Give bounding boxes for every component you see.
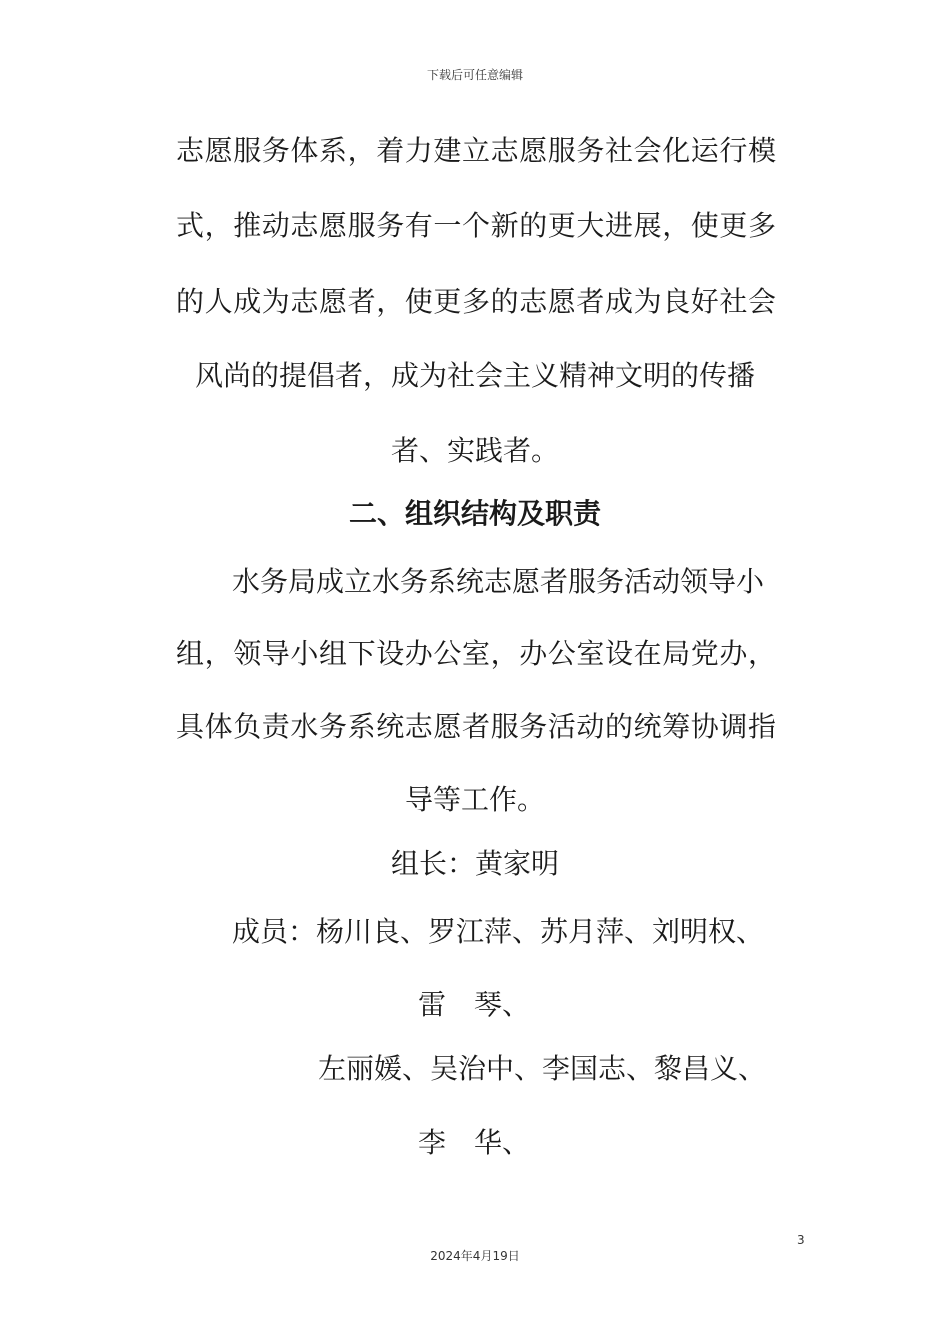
paragraph1-line4: 风尚的提倡者，成为社会主义精神文明的传播 (194, 359, 755, 392)
paragraph1-line3: 的人成为志愿者，使更多的志愿者成为良好社会 (176, 285, 776, 318)
paragraph2-line3: 具体负责水务系统志愿者服务活动的统筹协调指 (176, 710, 776, 743)
members-line3: 左丽媛、吴治中、李国志、黎昌义、 (318, 1052, 767, 1085)
paragraph1-line5: 者、实践者。 (390, 434, 559, 467)
paragraph2-line2: 组，领导小组下设办公室，办公室设在局党办， (176, 637, 776, 670)
section-heading: 二、组织结构及职责 (348, 497, 601, 530)
paragraph1-line2: 式，推动志愿服务有一个新的更大进展，使更多 (176, 209, 776, 242)
page-header: 下载后可任意编辑 (426, 68, 523, 82)
footer-date: 2024年4月19日 (430, 1249, 520, 1263)
members-line2: 雷 琴、 (418, 988, 531, 1021)
members-line1: 成员：杨川良、罗江萍、苏月萍、刘明权、 (232, 915, 765, 948)
paragraph1-line1: 志愿服务体系，着力建立志愿服务社会化运行模 (176, 134, 776, 167)
leader-line: 组长：黄家明 (390, 847, 559, 880)
page-number: 3 (797, 1233, 805, 1247)
members-line4: 李 华、 (418, 1126, 531, 1159)
paragraph2-line1: 水务局成立水务系统志愿者服务活动领导小 (232, 565, 765, 598)
paragraph2-line4: 导等工作。 (404, 783, 545, 816)
